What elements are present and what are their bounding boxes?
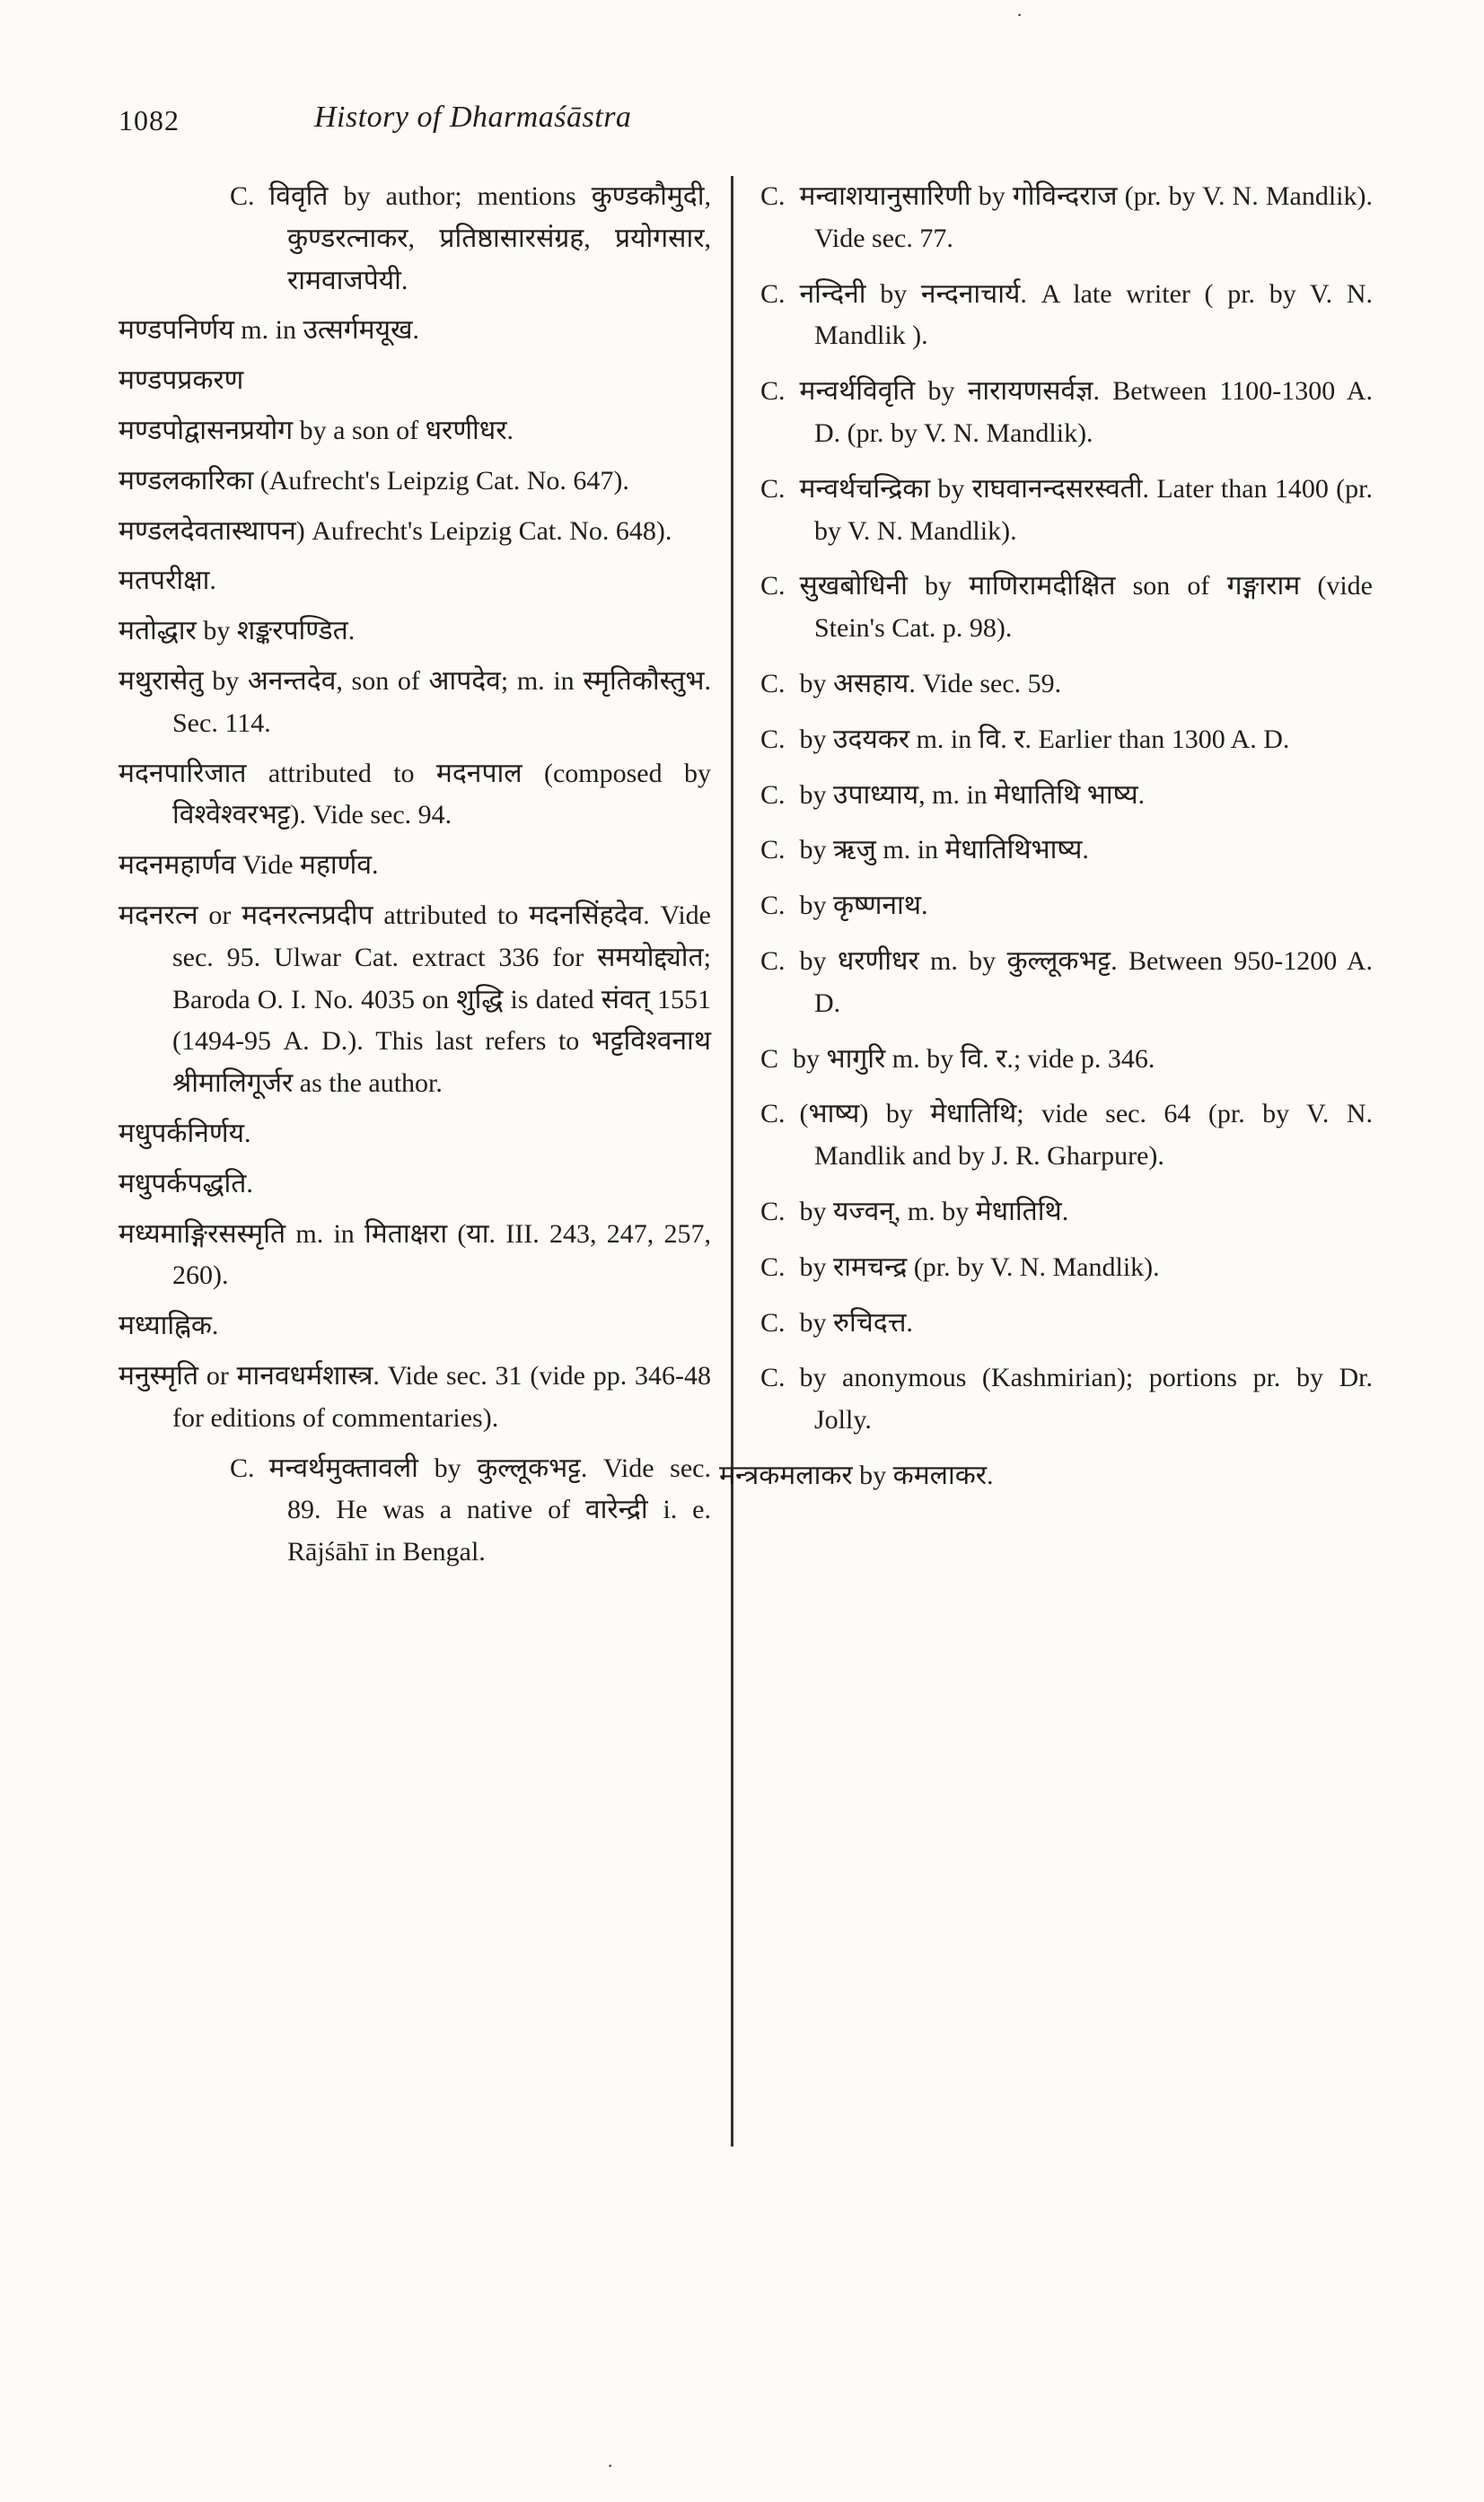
commentary-label: C. (760, 1196, 786, 1226)
index-entry (760, 885, 1373, 927)
entry-text: मतपरीक्षा. (119, 566, 216, 596)
entry-text: by असहाय. Vide sec. 59. (799, 668, 1062, 698)
left-column (119, 176, 711, 1582)
commentary-label: C. (760, 1251, 786, 1282)
commentary-label: C. (760, 181, 786, 211)
index-entry (760, 1357, 1373, 1442)
index-entry (760, 176, 1373, 260)
index-entry (119, 895, 711, 1105)
entry-text: by भागुरि m. by वि. र.; vide p. 346. (793, 1043, 1155, 1074)
entry-text: by यज्वन्, m. by मेधातिथि. (799, 1196, 1069, 1226)
right-column (719, 176, 1373, 1497)
commentary-label: C. (760, 473, 786, 504)
commentary-label: C. (760, 1099, 786, 1129)
entry-text: मधुपर्कनिर्णय. (119, 1118, 251, 1148)
page-number: 1082 (119, 104, 180, 136)
index-entry (230, 176, 711, 302)
entry-text: मदनपारिजात attributed to मदनपाल (composed by विश्वेश्वरभट्ट). Vide sec. 94. (119, 758, 711, 830)
index-entry (760, 719, 1373, 761)
commentary-label: C. (760, 891, 786, 921)
index-entry (119, 410, 711, 452)
entry-text: नन्दिनी by नन्दनाचार्य. A late writer ( pr. by V. N. Mandlik ). (799, 278, 1373, 351)
entry-text: मध्यमाङ्गिरसस्मृति m. in मिताक्षरा (या. III. 243, 247, 257, 260). (119, 1218, 711, 1291)
index-columns (119, 176, 1373, 2146)
entry-text: मन्वर्थविवृति by नारायणसर्वज्ञ. Between 1100-1300 A. D. (pr. by V. N. Mandlik). (799, 376, 1373, 448)
commentary-label: C. (760, 945, 786, 976)
index-entry (119, 461, 711, 503)
index-entry (119, 845, 711, 887)
entry-text: मधुपर्कपद्धति. (119, 1168, 253, 1198)
entry-text: by कृष्णनाथ. (799, 891, 928, 921)
index-entry (119, 560, 711, 602)
index-entry (119, 1356, 711, 1440)
index-entry (230, 1448, 711, 1574)
index-entry (760, 274, 1373, 358)
commentary-label: C. (760, 779, 786, 810)
index-entry (760, 1303, 1373, 1345)
entry-text: by रुचिदत्त. (799, 1307, 913, 1338)
entry-text: विवृति by author; mentions कुण्डकौमुदी, कुण्डरत्नाकर, प्रतिष्ठासारसंग्रह, प्रयोगसार, रामवाजपेयी. (268, 181, 711, 295)
page-title: History of Dharmaśāstra (314, 101, 632, 134)
entry-text: मथुरासेतु by अनन्तदेव, son of आपदेव; m. in स्मृतिकौस्तुभ. Sec. 114. (119, 665, 711, 738)
index-entry (760, 941, 1373, 1025)
commentary-label: C (760, 1043, 779, 1074)
index-entry (119, 661, 711, 745)
commentary-label: C. (760, 571, 786, 601)
index-entry (119, 1214, 711, 1298)
index-entry (760, 1247, 1373, 1289)
scan-speck: · (1016, 4, 1023, 26)
entry-text: मन्वर्थचन्द्रिका by राघवानन्दसरस्वती. Later than 1400 (pr. by V. N. Mandlik). (799, 473, 1373, 546)
entry-text: (भाष्य) by मेधातिथि; vide sec. 64 (pr. by V. N. Mandlik and by J. R. Gharpure). (799, 1099, 1373, 1172)
entry-text: by धरणीधर m. by कुल्लूकभट्ट. Between 950-1200 A. D. (799, 945, 1373, 1018)
entry-text: मण्डपोद्वासनप्रयोग by a son of धरणीधर. (119, 415, 514, 445)
index-entry (760, 775, 1373, 817)
scan-speck: · (607, 2454, 614, 2477)
entry-text: मन्वर्थमुक्तावली by कुल्लूकभट्ट. Vide sec. 89. He was a native of वारेन्द्री i. e. Rājśāhī in Bengal. (268, 1453, 711, 1567)
entry-text: मण्डपप्रकरण (119, 365, 244, 396)
index-entry (119, 360, 711, 402)
commentary-label: C. (760, 724, 786, 754)
index-entry (760, 1093, 1373, 1178)
page-header (119, 101, 1369, 145)
index-entry (760, 371, 1373, 455)
index-entry (760, 469, 1373, 553)
commentary-label: C. (760, 1307, 786, 1338)
entry-text: मदनमहार्णव Vide महार्णव. (119, 850, 379, 881)
index-entry (119, 310, 711, 352)
entry-text: मध्याह्निक. (119, 1311, 219, 1341)
entry-text: by रामचन्द्र (pr. by V. N. Mandlik). (799, 1251, 1160, 1282)
index-entry (760, 566, 1373, 650)
index-entry (119, 511, 711, 553)
entry-text: by उपाध्याय, m. in मेधातिथि भाष्य. (799, 779, 1146, 810)
entry-text: मतोद्धार by शङ्करपण्डित. (119, 616, 356, 646)
entry-text: by उदयकर m. in वि. र. Earlier than 1300 A. D. (799, 724, 1290, 754)
index-entry (119, 610, 711, 653)
entry-text: मनुस्मृति or मानवधर्मशास्त्र. Vide sec. 31 (vide pp. 346-48 for editions of commentaries). (119, 1360, 711, 1433)
entry-text: by anonymous (Kashmirian); portions pr. by Dr. Jolly. (799, 1363, 1373, 1435)
index-entry (119, 1163, 711, 1206)
index-entry (119, 1113, 711, 1155)
column-divider (731, 176, 733, 2146)
commentary-label: C. (760, 835, 786, 865)
commentary-label: C. (760, 376, 786, 407)
index-entry (119, 753, 711, 838)
index-entry (119, 1305, 711, 1348)
entry-text: मण्डलकारिका (Aufrecht's Leipzig Cat. No. 647). (119, 465, 629, 496)
commentary-label: C. (760, 668, 786, 698)
entry-text: मन्त्रकमलाकर by कमलाकर. (719, 1460, 994, 1490)
entry-text: मण्डलदेवतास्थापन) Aufrecht's Leipzig Cat. No. 648). (119, 515, 672, 546)
entry-text: मदनरत्न or मदनरत्नप्रदीप attributed to मदनसिंहदेव. Vide sec. 95. Ulwar Cat. extract 336 for समयोद्द्योत; Baroda O. I. No. 4035 on शुद्धि is dated संवत् 1551 (1494-95 A. D.). This last refers to भट्टविश्वनाथ श्रीमालिगूर्जर as the author. (119, 900, 711, 1099)
commentary-label: C. (230, 181, 255, 211)
commentary-label: C. (230, 1453, 255, 1483)
index-entry (760, 830, 1373, 872)
commentary-label: C. (760, 278, 786, 309)
entry-text: सुखबोधिनी by माणिरामदीक्षित son of गङ्गाराम (vide Stein's Cat. p. 98). (799, 571, 1373, 644)
index-entry (760, 1191, 1373, 1233)
entry-text: मन्वाशयानुसारिणी by गोविन्दराज (pr. by V. N. Mandlik). Vide sec. 77. (799, 181, 1373, 253)
index-entry (719, 1455, 1373, 1497)
entry-text: मण्डपनिर्णय m. in उत्सर्गमयूख. (119, 315, 420, 346)
index-entry (760, 1039, 1373, 1081)
entry-text: by ऋजु m. in मेधातिथिभाष्य. (799, 835, 1089, 865)
index-entry (760, 663, 1373, 706)
commentary-label: C. (760, 1363, 786, 1393)
